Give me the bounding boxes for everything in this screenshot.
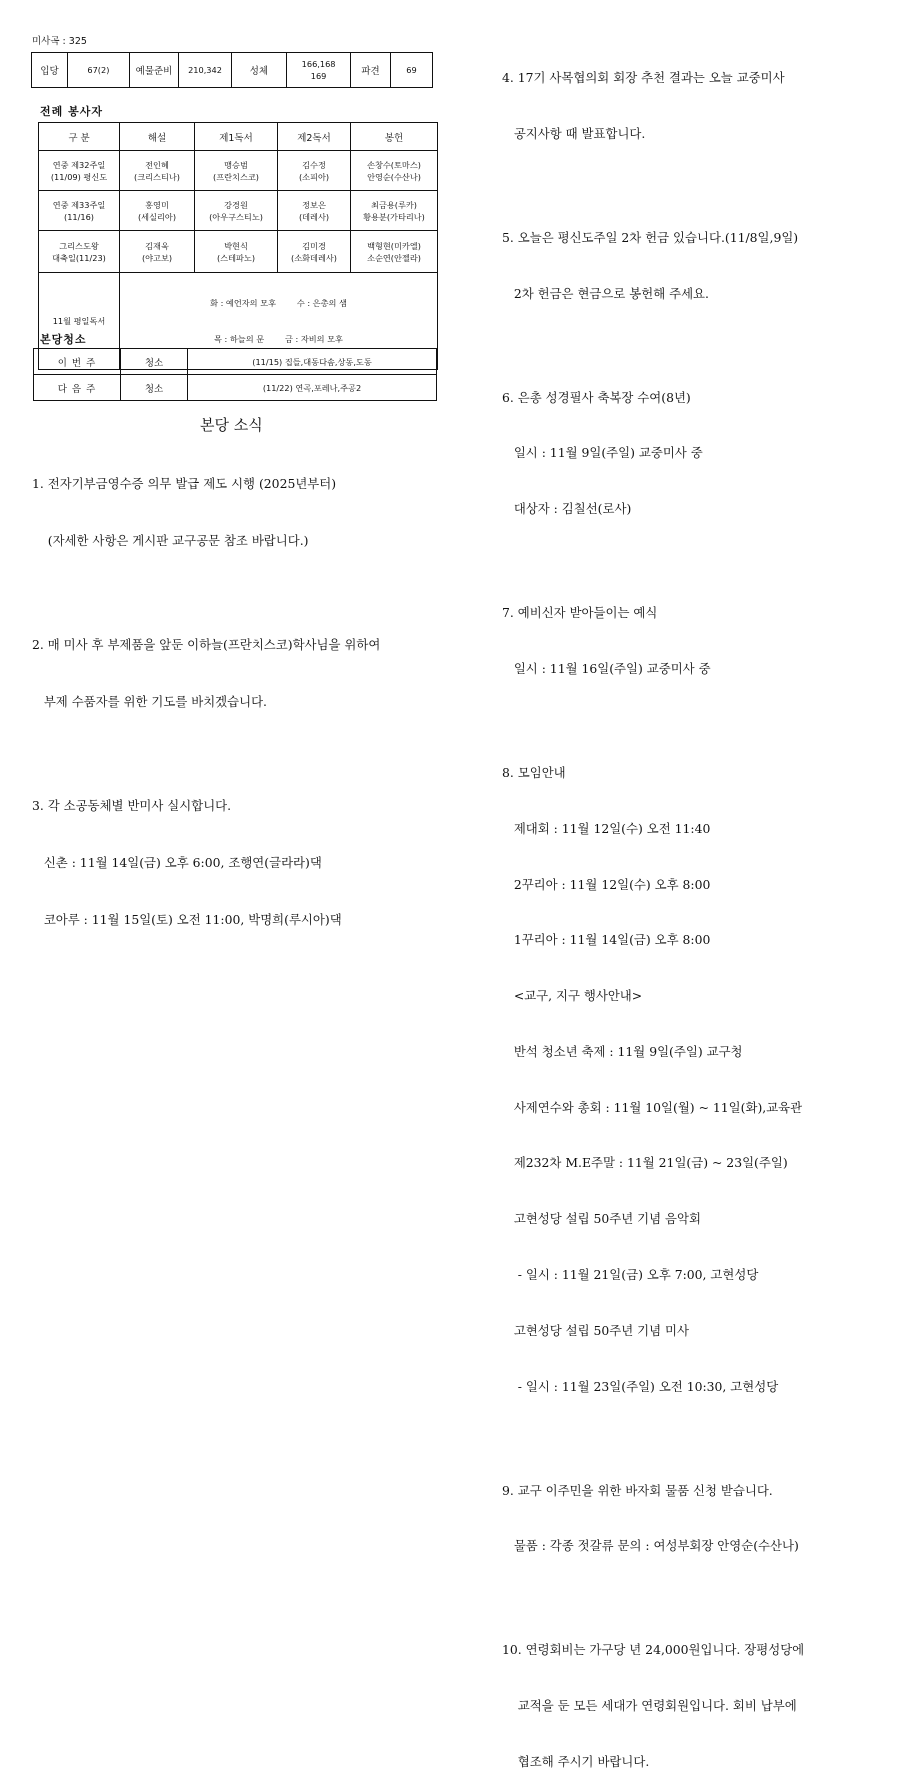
list-item: 대상자 : 김칠선(로사) bbox=[502, 501, 632, 517]
list-item: (자세한 사항은 게시판 교구공문 참조 바랍니다.) bbox=[32, 533, 309, 548]
row2-reading-2 bbox=[278, 191, 351, 231]
list-item: 물품 : 각종 젓갈류 문의 : 여성부회장 안영순(수산나) bbox=[502, 1538, 799, 1554]
entry-label: 입당 bbox=[32, 53, 68, 88]
list-item bbox=[32, 588, 380, 597]
dismissal-label: 파견 bbox=[351, 53, 391, 88]
list-item bbox=[502, 556, 804, 567]
prep-label: 예물준비 bbox=[129, 53, 179, 88]
cell-line: (크리스티나) bbox=[134, 171, 180, 182]
row3-reading-2 bbox=[278, 231, 351, 273]
table-row bbox=[34, 375, 437, 401]
dismissal-value: 69 bbox=[391, 53, 433, 88]
news-right-column bbox=[502, 32, 804, 1790]
cell-line: 연중 제32주일 bbox=[52, 159, 106, 170]
list-item: 반석 청소년 축제 : 11월 9일(주일) 교구청 bbox=[502, 1043, 743, 1059]
header-offering: 봉헌 bbox=[351, 123, 438, 151]
cell-line: (11/09) 평신도 bbox=[50, 171, 108, 182]
cell-line: 대축일(11/23) bbox=[52, 252, 106, 263]
list-item: 1꾸리아 : 11월 14일(금) 오후 8:00 bbox=[502, 932, 711, 948]
weekday-line-2: 목 : 하늘의 문 금 : 자비의 모후 bbox=[214, 334, 343, 344]
row2-division bbox=[39, 191, 120, 231]
list-item bbox=[502, 341, 804, 352]
cell-line: (소피아) bbox=[298, 171, 330, 182]
header-reading-2: 제2독서 bbox=[278, 123, 351, 151]
row2-reading-1 bbox=[195, 191, 278, 231]
cleaning-task-next: 청소 bbox=[121, 375, 188, 401]
communion-value bbox=[287, 53, 351, 88]
list-item: 공지사항 때 발표합니다. bbox=[502, 125, 646, 141]
cell-line: 정보은 bbox=[302, 199, 326, 210]
list-item: 교적을 둔 모든 세대가 연령회원입니다. 회비 납부에 bbox=[502, 1698, 797, 1714]
list-item: 6. 은총 성경필사 축복장 수여(8년) bbox=[502, 389, 691, 405]
list-item: 5. 오늘은 평신도주일 2차 헌금 있습니다.(11/8일,9일) bbox=[502, 229, 799, 245]
cleaning-detail-next: (11/22) 연곡,포레나,주공2 bbox=[188, 375, 437, 401]
row1-division bbox=[39, 151, 120, 191]
cleaning-detail-this: (11/15) 집들,대동다솜,상동,도동 bbox=[188, 349, 437, 375]
list-item: 4. 17기 사목협의회 회장 추천 결과는 오늘 교중미사 bbox=[502, 70, 785, 86]
communion-value-1: 166,168 bbox=[301, 59, 336, 69]
header-commentary: 해설 bbox=[120, 123, 195, 151]
list-item: 9. 교구 이주민을 위한 바자회 물품 신청 받습니다. bbox=[502, 1482, 773, 1498]
cell-line: 소순연(안젤라) bbox=[367, 252, 421, 263]
list-item: 부제 수품자를 위한 기도를 바치겠습니다. bbox=[32, 694, 267, 709]
cell-line: 김재욱 bbox=[145, 240, 169, 251]
list-item bbox=[502, 1433, 804, 1444]
weekday-line-1: 화 : 예언자의 모후 수 : 은총의 샘 bbox=[210, 298, 347, 308]
cell-line: 백형현(미카엘) bbox=[367, 240, 421, 251]
table-row bbox=[39, 231, 438, 273]
list-item: 10. 연령회비는 가구당 년 24,000원입니다. 장평성당에 bbox=[502, 1642, 805, 1658]
cleaning-task-this: 청소 bbox=[121, 349, 188, 375]
table-row bbox=[34, 349, 437, 375]
weekday-label: 11월 평일독서 bbox=[39, 273, 120, 370]
cell-line: 연중 제33주일 bbox=[52, 199, 106, 210]
list-item: 7. 예비신자 받아들이는 예식 bbox=[502, 605, 658, 621]
row1-reading-2 bbox=[278, 151, 351, 191]
cell-line: (소화데레사) bbox=[291, 252, 337, 263]
list-item: 제232차 M.E주말 : 11월 21일(금) ~ 23일(주일) bbox=[502, 1155, 788, 1171]
cell-line: (프란치스코) bbox=[213, 171, 259, 182]
communion-value-2: 169 bbox=[310, 71, 327, 81]
row3-commentary bbox=[120, 231, 195, 273]
liturgy-heading: 전례 봉사자 bbox=[40, 105, 103, 118]
news-left-column bbox=[32, 436, 380, 948]
row1-offering bbox=[351, 151, 438, 191]
entry-value: 67(2) bbox=[68, 53, 130, 88]
list-item: <교구, 지구 행사안내> bbox=[502, 988, 643, 1004]
row3-reading-1 bbox=[195, 231, 278, 273]
list-item: 제대회 : 11월 12일(수) 오전 11:40 bbox=[502, 820, 711, 836]
row2-offering bbox=[351, 191, 438, 231]
prep-value: 210,342 bbox=[179, 53, 231, 88]
cleaning-heading: 본당청소 bbox=[40, 333, 87, 346]
header-reading-1: 제1독서 bbox=[195, 123, 278, 151]
header-division: 구 분 bbox=[39, 123, 120, 151]
cell-line: (11/16) bbox=[64, 211, 94, 222]
list-item: 사제연수와 총회 : 11월 10일(월) ~ 11일(화),교육관 bbox=[502, 1099, 803, 1115]
liturgy-table bbox=[38, 122, 438, 370]
communion-label: 성체 bbox=[231, 53, 286, 88]
row3-offering bbox=[351, 231, 438, 273]
cell-line: 홍영미 bbox=[145, 199, 169, 210]
cell-line: (스테파노) bbox=[216, 252, 256, 263]
news-title: 본당 소식 bbox=[200, 416, 263, 434]
list-item bbox=[502, 716, 804, 727]
cell-line: (데레사) bbox=[298, 211, 330, 222]
list-item: 1. 전자기부금영수증 의무 발급 제도 시행 (2025년부터) bbox=[32, 476, 337, 491]
cell-line: 그리스도왕 bbox=[59, 240, 99, 251]
cell-line: 전인혜 bbox=[145, 159, 169, 170]
list-item: - 일시 : 11월 21일(금) 오후 7:00, 고현성당 bbox=[502, 1267, 759, 1282]
mass-count: 미사곡 : 325 bbox=[32, 36, 87, 47]
table-row bbox=[39, 191, 438, 231]
cell-line: (야고보) bbox=[141, 252, 173, 263]
cell-line: (아우구스티노) bbox=[209, 211, 263, 222]
stats-table bbox=[31, 52, 433, 88]
cell-line: 안영순(수산나) bbox=[367, 171, 421, 182]
cleaning-week-this: 이 번 주 bbox=[34, 349, 121, 375]
cell-line: 김수정 bbox=[302, 159, 326, 170]
list-item: - 일시 : 11월 23일(주일) 오전 10:30, 고현성당 bbox=[502, 1378, 779, 1394]
list-item: 3. 각 소공동체별 반미사 실시합니다. bbox=[32, 798, 232, 813]
row1-commentary bbox=[120, 151, 195, 191]
list-item: 8. 모임안내 bbox=[502, 764, 566, 780]
cell-line: 황용분(가타리나) bbox=[363, 211, 425, 222]
cell-line: 최금용(루카) bbox=[371, 199, 417, 210]
list-item: 2꾸리아 : 11월 12일(수) 오후 8:00 bbox=[502, 876, 711, 892]
table-row bbox=[39, 151, 438, 191]
list-item: 일시 : 11월 9일(주일) 교중미사 중 bbox=[502, 445, 703, 461]
list-item: 2차 헌금은 현금으로 봉헌해 주세요. bbox=[502, 285, 709, 301]
list-item: 협조해 주시기 바랍니다. bbox=[502, 1753, 650, 1769]
cell-line: 김미경 bbox=[302, 240, 326, 251]
list-item: 코아루 : 11월 15일(토) 오전 11:00, 박명희(루시아)댁 bbox=[32, 912, 342, 927]
cell-line: 강경원 bbox=[224, 199, 248, 210]
cell-line: 맹승범 bbox=[224, 159, 248, 170]
list-item bbox=[502, 1593, 804, 1604]
cleaning-week-next: 다 음 주 bbox=[34, 375, 121, 401]
list-item: 고현성당 설립 50주년 기념 음악회 bbox=[502, 1211, 701, 1227]
cell-line: (세실리아) bbox=[137, 211, 177, 222]
list-item: 고현성당 설립 50주년 기념 미사 bbox=[502, 1322, 689, 1338]
liturgy-header-row bbox=[39, 123, 438, 151]
row3-division bbox=[39, 231, 120, 273]
row1-reading-1 bbox=[195, 151, 278, 191]
cell-line: 박현식 bbox=[224, 240, 248, 251]
row2-commentary bbox=[120, 191, 195, 231]
list-item bbox=[502, 181, 804, 192]
list-item bbox=[32, 749, 380, 758]
cell-line: 손창수(토마스) bbox=[367, 159, 421, 170]
list-item: 2. 매 미사 후 부제품을 앞둔 이하늘(프란치스코)학사님을 위하여 bbox=[32, 637, 381, 652]
cleaning-table bbox=[33, 348, 437, 401]
list-item: 신촌 : 11월 14일(금) 오후 6:00, 조행연(글라라)댁 bbox=[32, 855, 322, 870]
list-item: 일시 : 11월 16일(주일) 교중미사 중 bbox=[502, 661, 711, 676]
